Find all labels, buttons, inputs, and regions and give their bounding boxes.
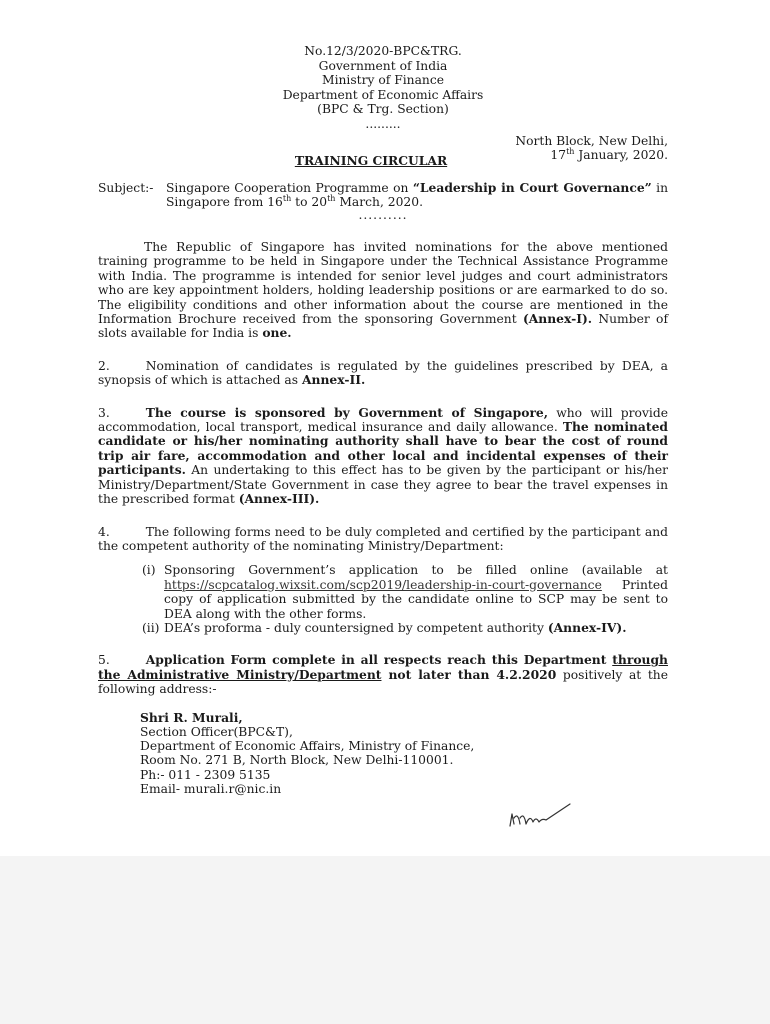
reference-number: No.12/3/2020-BPC&TRG. xyxy=(304,44,462,58)
subject-dots: .......... xyxy=(358,207,408,222)
paragraph-5: 5. Application Form complete in all respects reach this Department through the Administrative Ministry/Department not later than 4.2.2020 positively at the following address:- xyxy=(98,652,668,697)
circular-body xyxy=(98,44,668,796)
document-title: TRAINING CIRCULAR xyxy=(294,153,448,169)
subject-text: Singapore Cooperation Programme on “Leadership in Court Governance” in Singapore from 16th to 20th March, 2020. xyxy=(166,179,668,210)
paragraph-3: 3. The course is sponsored by Government of Singapore, who will provide accommodation, local transport, medical insurance and daily allowance. The nominated candidate or his/her nominating authority shall have to bear the cost of round trip air fare, accommodation and other local and incidental expenses of their participants. An undertaking to this effect has to be given by the participant or his/her Ministry/Department/State Government in case they agree to bear the travel expenses in the prescribed format (Annex-III). xyxy=(98,404,669,507)
paragraph-1: The Republic of Singapore has invited nominations for the above mentioned training programme to be held in Singapore under the Technical Assistance Programme with India. The programme is intended for senior level judges and court administrators who are key appointment holders, holding leadership positions or are earmarked to do so. The eligibility conditions and other information about the course are mentioned in the Information Brochure received from the sponsoring Government (Annex-I). Number of slots available for India is one. xyxy=(98,240,668,341)
email-line: Email- murali.r@nic.in xyxy=(140,782,282,797)
page-margin xyxy=(0,856,770,1024)
department-name: Department of Economic Affairs xyxy=(282,87,484,102)
paragraph-2: 2. Nomination of candidates is regulated by the guidelines prescribed by DEA, a synopsis of which is attached as Annex-II. xyxy=(98,358,668,388)
forms-list xyxy=(142,563,668,635)
contact-name: Shri R. Murali, xyxy=(140,709,243,725)
contact-address xyxy=(140,711,668,797)
location: North Block, New Delhi, xyxy=(515,133,668,148)
address-line: Section Officer(BPC&T), xyxy=(140,724,293,739)
letterhead xyxy=(98,44,668,132)
paragraph-4: 4. The following forms need to be duly completed and certified by the participant and the competent authority of the nominating Ministry/Department: xyxy=(98,524,668,553)
section-name: (BPC & Trg. Section) xyxy=(317,102,449,117)
ministry-name: Ministry of Finance xyxy=(321,73,445,88)
subject-label: Subject:- xyxy=(98,180,154,195)
list-item: (i) Sponsoring Government’s application to be filled online (available at https://scpcatalog.wixsit.com/scp2019/leadership-in-court-governance Printed copy of application submitted by the candidate online to SCP may be sent to DEA along with the other forms. xyxy=(142,563,668,621)
date: 17th January, 2020. xyxy=(550,146,668,162)
address-line: Department of Economic Affairs, Ministry of Finance, xyxy=(140,739,475,754)
government-name: Government of India xyxy=(318,58,448,73)
address-line: Room No. 271 B, North Block, New Delhi-110001. xyxy=(140,753,454,768)
phone-line: Ph:- 011 - 2309 5135 xyxy=(140,767,271,782)
signature xyxy=(506,800,578,836)
list-item: (ii) DEA’s proforma - duly countersigned by competent authority (Annex-IV). xyxy=(142,619,627,635)
header-dots: ......... xyxy=(365,116,401,131)
subject-line xyxy=(98,181,668,210)
application-link[interactable]: https://scpcatalog.wixsit.com/scp2019/leadership-in-court-governance xyxy=(164,577,602,592)
